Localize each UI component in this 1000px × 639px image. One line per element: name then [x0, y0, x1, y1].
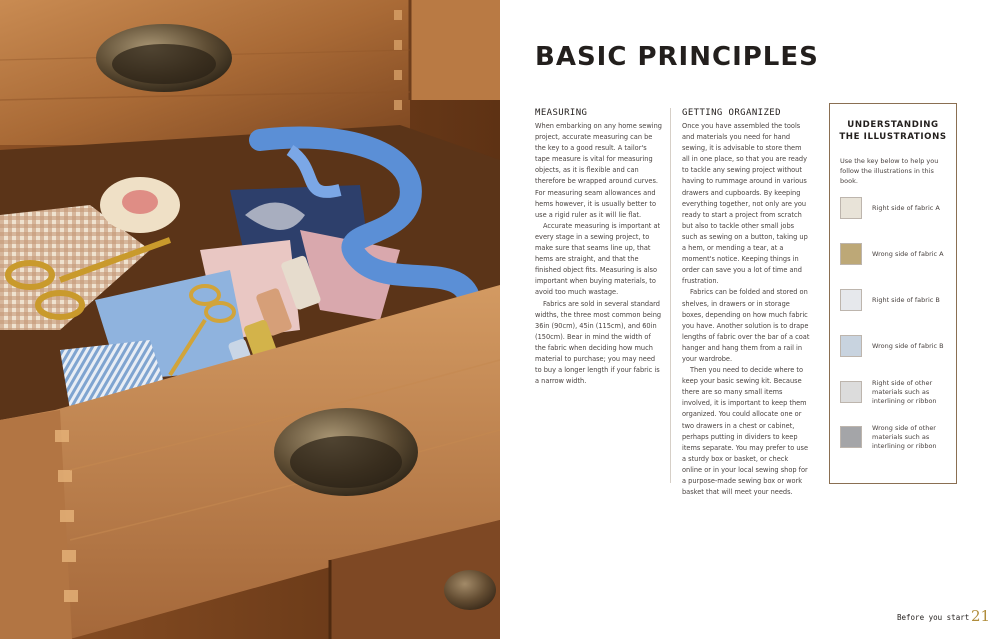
getting-organized-heading: GETTING ORGANIZED — [682, 108, 781, 118]
getting-organized-paragraph-2: Fabrics can be folded and stored on shelves, in drawers or in storage boxes, depending on how much fabric you have. Another solution is to drape lengths of fabric over the bar of a coat hanger and hang them from a rail in your wardrobe. — [682, 288, 810, 363]
swatch-right-side-fabric-a — [840, 197, 862, 219]
measuring-paragraph-1: When embarking on any home sewing project, accurate measuring can be the key to a good result. A tailor's tape measure is vital for measuring objects, as it is flexible and can therefore be wrapped around curves. For measuring seam allowances and hems however, it is usually better to use a rigid ruler as it will lie flat. — [535, 122, 662, 219]
key-item — [840, 378, 956, 405]
key-intro: Use the key below to help you follow the illustrations in this book. — [840, 157, 939, 185]
illustration-key-box — [829, 103, 957, 484]
key-item — [840, 335, 956, 357]
swatch-right-side-fabric-b — [840, 289, 862, 311]
getting-organized-paragraph-1: Once you have assembled the tools and materials you need for hand sewing, it is advisable to store them all in one place, so that you are ready to tackle any sewing project without having to rummage around in various drawers and cupboards. By keeping everything together, not only are you ready to start a project from scratch but also to tackle other small jobs such as sewing on a button, taking up a hem, or mending a tear, at a moment's notice. Keeping things in order can save you a lot of time and frustration. — [682, 122, 808, 286]
key-title-line-2: THE ILLUSTRATIONS — [839, 132, 947, 142]
page-title: BASIC PRINCIPLES — [535, 42, 819, 72]
key-title-line-1: UNDERSTANDING — [847, 120, 939, 130]
getting-organized-column — [682, 107, 810, 498]
running-footer: Before you start — [897, 613, 970, 622]
measuring-column — [535, 107, 663, 387]
measuring-heading: MEASURING — [535, 108, 588, 118]
swatch-wrong-side-fabric-b — [840, 335, 862, 357]
key-item — [840, 197, 956, 219]
swatch-right-side-other-materials — [840, 381, 862, 403]
key-item-label: Right side of fabric A — [872, 203, 940, 212]
getting-organized-paragraph-3: Then you need to decide where to keep your basic sewing kit. Because there are so many small items involved, it is important to keep them organized. You could allocate one or two drawers in a chest or cabinet, perhaps putting in dividers to keep items separate. You may prefer to use a sturdy box or basket, or check online or in your local sewing shop for a purpose-made sewing box or work basket that will meet your needs. — [682, 366, 809, 497]
page-number: 21 — [971, 607, 991, 625]
column-divider — [670, 108, 671, 483]
key-item — [840, 423, 956, 450]
swatch-wrong-side-other-materials — [840, 426, 862, 448]
key-item-label: Wrong side of fabric B — [872, 341, 944, 350]
key-item — [840, 289, 956, 311]
swatch-wrong-side-fabric-a — [840, 243, 862, 265]
key-title — [830, 119, 956, 143]
key-item-label: Right side of fabric B — [872, 295, 940, 304]
key-item-label: Wrong side of other materials such as interlining or ribbon — [872, 423, 937, 450]
key-item-label: Wrong side of fabric A — [872, 249, 944, 258]
key-item-label: Right side of other materials such as interlining or ribbon — [872, 378, 937, 405]
measuring-paragraph-2: Accurate measuring is important at every stage in a sewing project, to make sure that seams line up, that hems are straight, and that the finished object fits. Measuring is also important when buying materials, to avoid too much wastage. — [535, 221, 661, 297]
key-item — [840, 243, 956, 265]
measuring-paragraph-3: Fabrics are sold in several standard widths, the three most common being 36in (90cm), 45in (115cm), and 60in (150cm). Bear in mind the width of the fabric when deciding how much material to purchase; you may need to buy a longer length if your fabric is a narrow width. — [535, 299, 662, 386]
